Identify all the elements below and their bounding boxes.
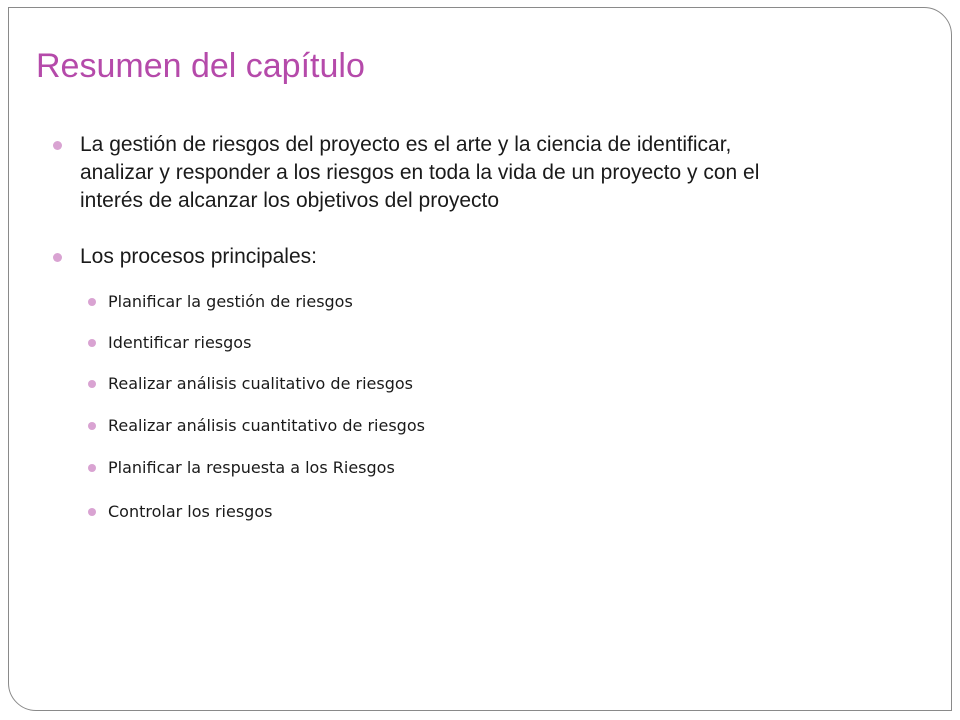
bullet-dot-icon [53, 141, 62, 150]
sub-bullet-item [108, 456, 808, 480]
slide-frame [8, 7, 952, 711]
sub-bullet-item [108, 372, 808, 396]
sub-bullet-item [108, 331, 808, 355]
slide-title: Resumen del capítulo [36, 47, 365, 85]
sub-bullet-text: Planificar la respuesta a los Riesgos [108, 458, 395, 477]
bullet-dot-icon [53, 253, 62, 262]
sub-bullet-text: Controlar los riesgos [108, 502, 273, 521]
sub-bullet-item [108, 500, 808, 524]
sub-bullet-dot-icon [88, 339, 96, 347]
bullet-text: La gestión de riesgos del proyecto es el arte y la ciencia de identificar, analizar y responder a los riesgos en toda la vida de un proyecto y con el interés de alcanzar los objetivos del proyecto [80, 133, 760, 212]
sub-bullet-dot-icon [88, 422, 96, 430]
sub-bullet-text: Realizar análisis cuantitativo de riesgos [108, 416, 425, 435]
sub-bullet-text: Realizar análisis cualitativo de riesgos [108, 374, 413, 393]
sub-bullet-item [108, 414, 808, 438]
sub-bullet-text: Identificar riesgos [108, 333, 252, 352]
sub-bullet-item [108, 290, 808, 314]
bullet-text: Los procesos principales: [80, 245, 317, 268]
bullet-item-processes [80, 243, 800, 271]
sub-bullet-dot-icon [88, 298, 96, 306]
bullet-item-definition [80, 131, 800, 215]
sub-bullet-dot-icon [88, 464, 96, 472]
sub-bullet-dot-icon [88, 508, 96, 516]
sub-bullet-dot-icon [88, 380, 96, 388]
sub-bullet-text: Planificar la gestión de riesgos [108, 292, 353, 311]
